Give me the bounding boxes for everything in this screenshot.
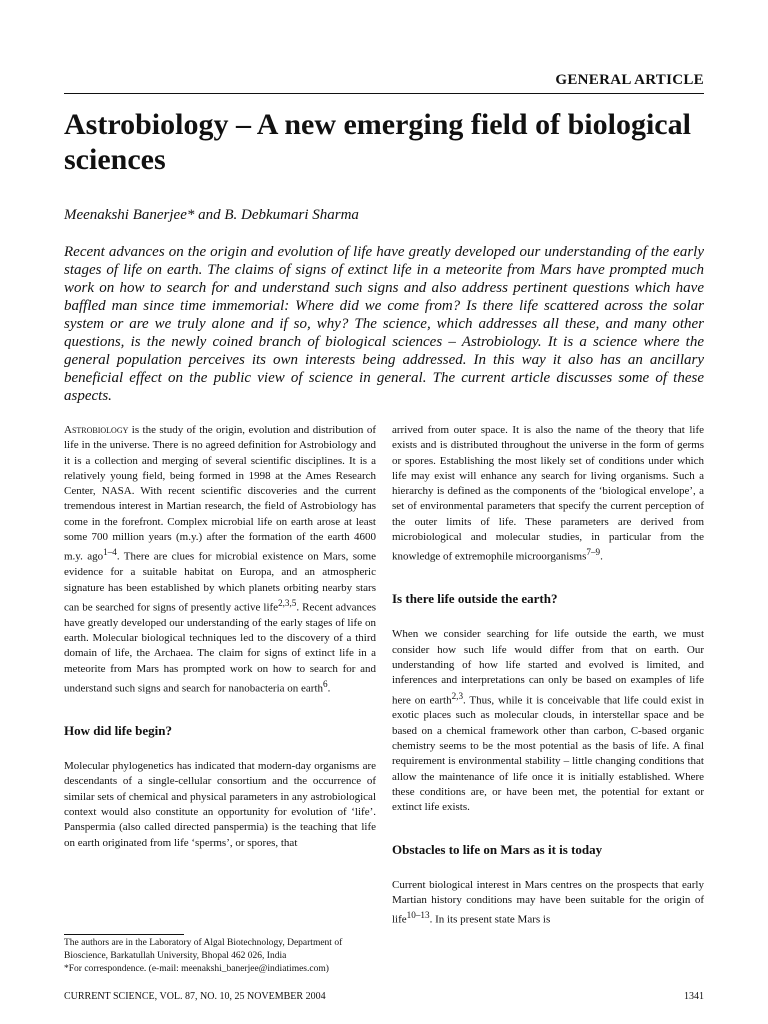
section-heading-life-outside: Is there life outside the earth? (392, 591, 558, 607)
spacer (64, 739, 376, 759)
life-begin-paragraph: Molecular phylogenetics has indicated that modern-day organisms are descendants of a single-cellular consortium and the occurrence of similar sets of chemical and physical parameters in any astrobiological context would also constitute an opportunity for evolution of ‘life’. Panspermia (also called directed panspermia) is the teaching that life on earth originated from life ‘sperms’, or spores, that (64, 760, 376, 849)
article-title: Astrobiology – A new emerging field of biological sciences (64, 108, 691, 176)
text-run: . Recent advances have greatly developed our understanding of the early stages of life on earth. Molecular biological techniques led to the discovery of a third domain of life, the Archaea. The claim for signs of extinct life in a meteorite from Mars has prompted work on how to search for and understand such signs and search for nanobacteria on earth (64, 601, 376, 695)
journal-citation: CURRENT SCIENCE, VOL. 87, NO. 10, 25 NOVEMBER 2004 (64, 991, 326, 1002)
left-column (64, 423, 376, 851)
text-run: . (327, 682, 331, 695)
section-heading-life-begin: How did life begin? (64, 723, 172, 739)
citation: 10–13 (406, 910, 430, 921)
text-run: . In its present state Mars is (429, 913, 551, 926)
spacer (392, 607, 704, 627)
citation: 2,3,5 (278, 597, 297, 608)
text-run: Current biological interest in Mars centres on the prospects that early Martian history conditions may have been suitable for the origin of life (392, 878, 704, 926)
page-number: 1341 (684, 991, 704, 1002)
spacer (392, 816, 704, 842)
section-heading-mars-obstacles: Obstacles to life on Mars as it is today (392, 841, 603, 857)
citation: 1–4 (103, 547, 117, 558)
footnote-rule (64, 934, 184, 935)
header-rule (64, 93, 704, 94)
abstract: Recent advances on the origin and evolution of life have greatly developed our understanding of the early stages of life on earth. The claims of signs of extinct life in a meteorite from Mars have prompted much work on how to search for and understand such signs and also address pertinent questions which have baffled man since time immemorial: Where did we come from? Is there life scattered across the solar system or are we truly alone and if so, why? The science, which addresses all these, and many other questions, is the newly coined branch of biological sciences – Astrobiology. It is a science where the general population perceives its own interests being addressed. In this way it also has an ancillary beneficial effect on the public view of science in general. The current article discusses some of these aspects. (64, 244, 704, 404)
text-run: . Thus, while it is conceivable that life could exist in exotic places such as molecular clouds, in interstellar space and be based on a chemical framework other than carbon, C-based organic chemistry seems to be the most potential as the basis of life. A final requirement is environmental stability – little changing conditions that allow the maintenance of life once it is initially established. Where these conditions are, or have been met, the potential for extant or extinct life exists. (392, 694, 704, 814)
affiliation-note: The authors are in the Laboratory of Algal Biotechnology, Department of Bioscience, Barkatullah University, Bhopal 462 026, India (64, 938, 343, 961)
citation: 7–9 (586, 547, 601, 558)
text-run: When we consider searching for life outside the earth, we must consider how such life would differ from that on earth. Our understanding of how life started and evolved is limited, and inferences and interpretations can only be based on examples of life here on earth (392, 628, 704, 707)
text-run: arrived from outer space. It is also the name of the theory that life exists and is distributed throughout the universe in the form of germs or spores. Establishing the most likely set of conditions under which life may exist will enhance any search for living organisms. Such a hierarchy is defined as the components of the ‘biological envelope’, a set of environmental parameters that specify the current perception of the outer limits of life. These parameters are derived from microbiological and molecular studies, in particular from the knowledge of extremophile microorganisms (392, 424, 704, 564)
citation: 6 (323, 679, 328, 690)
section-label: GENERAL ARTICLE (555, 72, 704, 88)
panspermia-paragraph (392, 423, 704, 565)
author-line: Meenakshi Banerjee* and B. Debkumari Sharma (64, 207, 359, 223)
intro-paragraph (64, 423, 376, 697)
spacer (392, 565, 704, 591)
text-run: . (600, 551, 603, 564)
footnote (64, 937, 382, 976)
correspondence-note: *For correspondence. (e-mail: meenakshi_banerjee@indiatimes.com) (64, 964, 329, 974)
text-run: is the study of the origin, evolution and distribution of life in the universe. There is no agreed definition for Astrobiology and it is a collection and merging of several scientific disciplines. It is a relatively young field, being formed in 1998 at the Ames Research Center, NASA. With recent scientific discoveries and the current tremendous interest in Martian research, the field of Astrobiology has come in the forefront. Complex microbial life on earth arose at least some 700 million years (m.y.) after the formation of the earth 4600 m.y. ago (64, 424, 376, 564)
right-column (392, 423, 704, 928)
lead-word: Astrobiology (64, 424, 129, 436)
citation: 2,3 (451, 690, 464, 701)
life-outside-paragraph (392, 627, 704, 815)
spacer (392, 858, 704, 878)
text-run: . There are clues for microbial existence on Mars, some evidence for a suitable habitat on Europa, and an atmospheric signature has been established by which planets orbiting nearby stars can be searched for signs of presently active life (64, 551, 376, 614)
mars-paragraph (392, 878, 704, 929)
spacer (64, 697, 376, 723)
